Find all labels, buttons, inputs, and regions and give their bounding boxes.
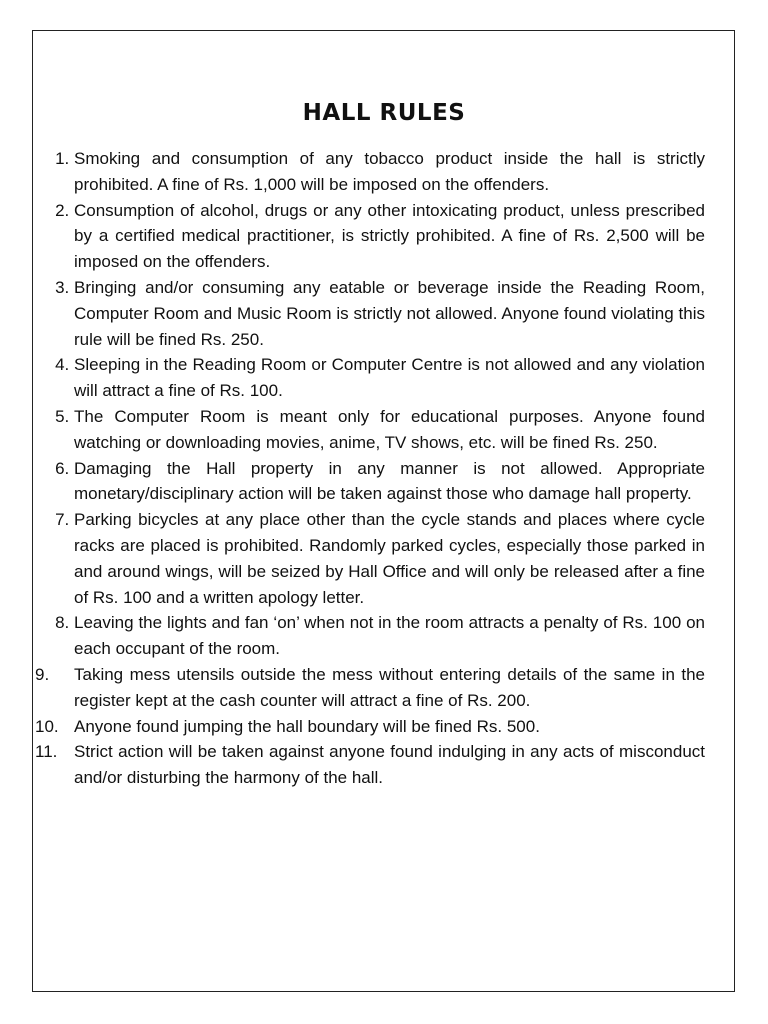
rule-text: The Computer Room is meant only for educational purposes. Anyone found watching or downloading movies, anime, TV shows, etc. will be fined Rs. 250.	[74, 406, 705, 452]
rule-number: 4.	[55, 355, 70, 375]
rule-number: 8.	[55, 613, 70, 633]
rule-item-1	[33, 146, 705, 198]
rule-text: Smoking and consumption of any tobacco product inside the hall is strictly prohibited. A fine of Rs. 1,000 will be imposed on the offenders.	[74, 149, 705, 194]
rule-number: 10.	[35, 716, 59, 736]
page-title: HALL RULES	[302, 100, 466, 126]
rule-text: Anyone found jumping the hall boundary will be fined Rs. 500.	[74, 716, 540, 736]
rule-text: Damaging the Hall property in any manner is not allowed. Appropriate monetary/disciplinary action will be taken against those who damage hall property.	[74, 458, 705, 504]
rule-item-10	[33, 714, 705, 740]
rule-number: 5.	[55, 406, 70, 426]
rule-item-8	[33, 610, 705, 662]
rules-list	[33, 146, 705, 791]
rule-number: 11.	[35, 742, 58, 762]
rule-number: 1.	[55, 149, 70, 168]
rule-text: Sleeping in the Reading Room or Computer Centre is not allowed and any violation will attract a fine of Rs. 100.	[74, 355, 705, 401]
rule-text: Taking mess utensils outside the mess without entering details of the same in the register kept at the cash counter will attract a fine of Rs. 200.	[74, 664, 705, 710]
rule-item-11	[33, 739, 705, 791]
rule-item-6	[33, 456, 705, 508]
rule-text: Consumption of alcohol, drugs or any other intoxicating product, unless prescribed by a certified medical practitioner, is strictly prohibited. A fine of Rs. 2,500 will be imposed on the offenders.	[74, 200, 705, 272]
rule-text: Bringing and/or consuming any eatable or beverage inside the Reading Room, Computer Room and Music Room is strictly not allowed. Anyone found violating this rule will be fined Rs. 250.	[74, 277, 705, 349]
rule-item-7	[33, 507, 705, 610]
rule-number: 6.	[55, 458, 70, 478]
rule-item-4	[33, 352, 705, 404]
rule-item-5	[33, 404, 705, 456]
rule-item-3	[33, 275, 705, 352]
rule-text: Parking bicycles at any place other than the cycle stands and places where cycle racks are placed is prohibited. Randomly parked cycles, especially those parked in and around wings, will be seized by Hall Office and will only be released after a fine of Rs. 100 and a written apology letter.	[74, 510, 705, 607]
rule-text: Strict action will be taken against anyone found indulging in any acts of misconduct and/or disturbing the harmony of the hall.	[74, 742, 705, 788]
rule-number: 9.	[35, 664, 50, 684]
rule-item-9	[33, 662, 705, 714]
rule-number: 3.	[55, 277, 70, 297]
rule-number: 2.	[55, 200, 70, 220]
rule-item-2	[33, 198, 705, 275]
rule-text: Leaving the lights and fan ‘on’ when not in the room attracts a penalty of Rs. 100 on each occupant of the room.	[74, 613, 705, 659]
rule-number: 7.	[55, 510, 70, 530]
